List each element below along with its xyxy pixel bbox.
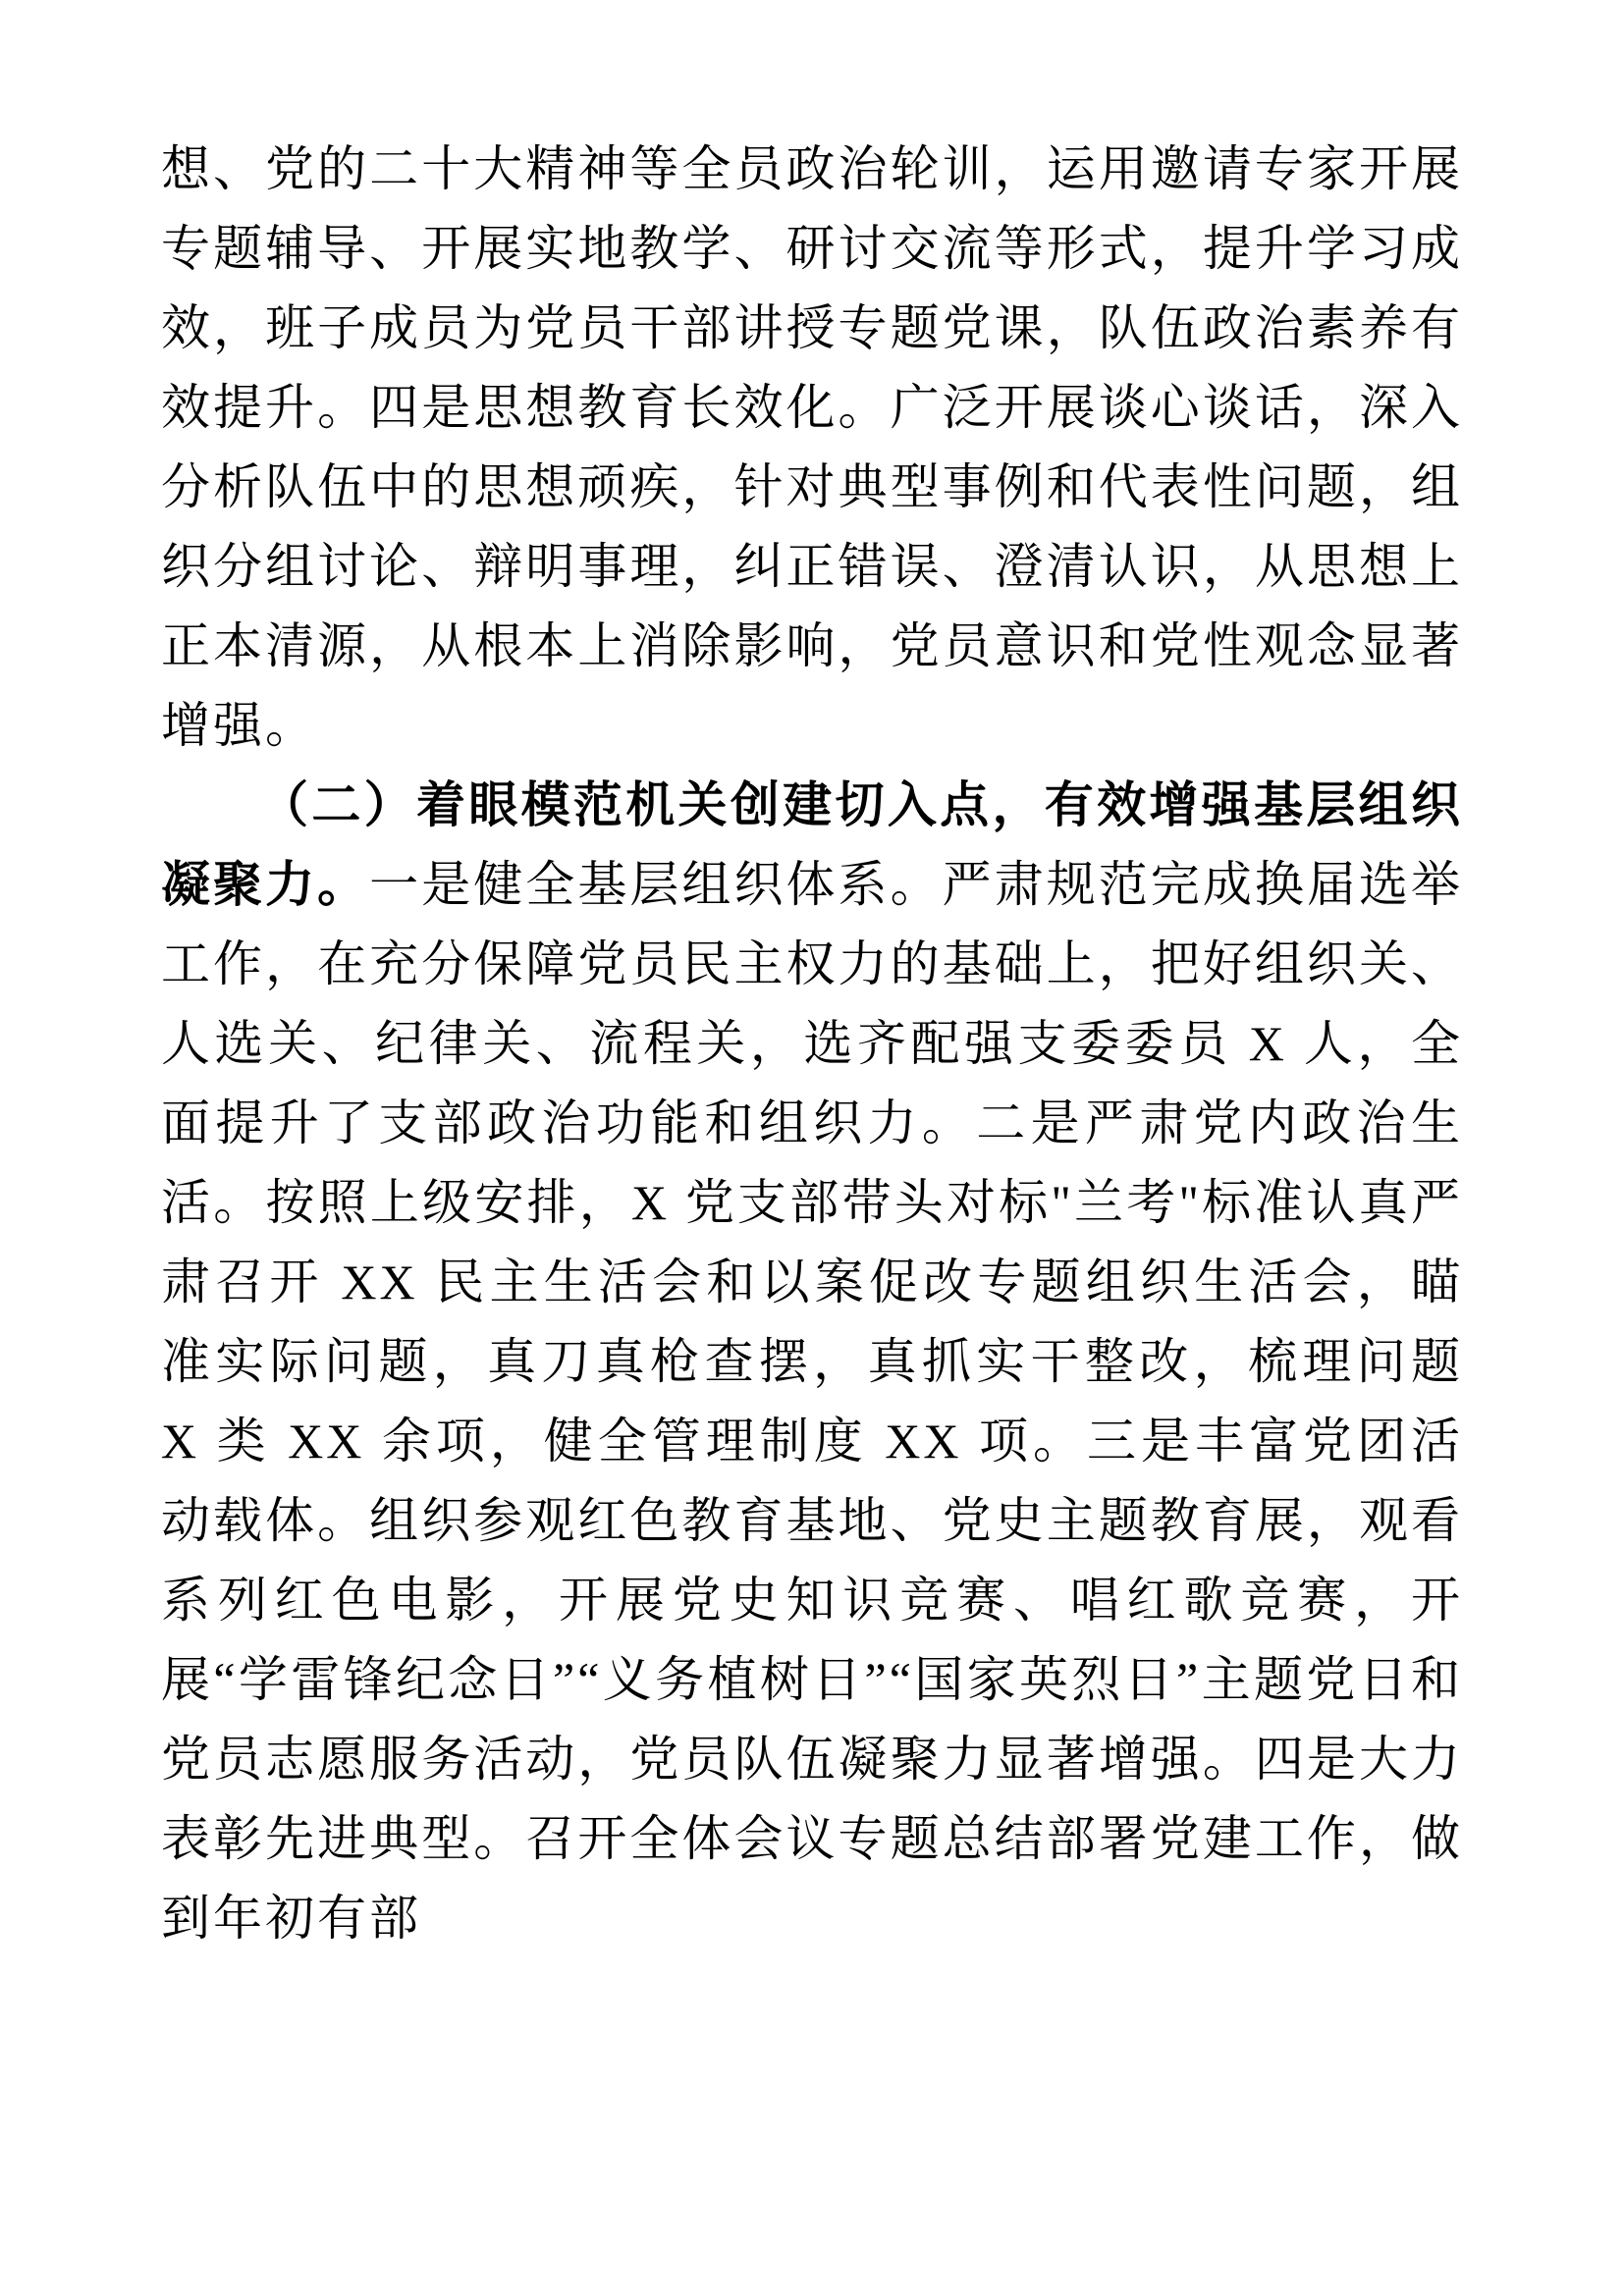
- section-2-body: 一是健全基层组织体系。严肃规范完成换届选举工作，在充分保障党员民主权力的基础上，把好组织关、人选关、纪律关、流程关，选齐配强支委委员 X 人，全面提升了支部政治功能和组织力。二是严肃党内政治生活。按照上级安排，X 党支部带头对标"兰考"标准认真严肃召开 XX 民主生活会和以案促改专题组织生活会，瞄准实际问题，真刀真枪查摆，真抓实干整改，梳理问题 X 类 XX 余项，健全管理制度 XX 项。三是丰富党团活动载体。组织参观红色教育基地、党史主题教育展，观看系列红色电影，开展党史知识竞赛、唱红歌竞赛，开展“学雷锋纪念日”“义务植树日”“国家英烈日”主题党日和党员志愿服务活动，党员队伍凝聚力显著增强。四是大力表彰先进典型。召开全体会议专题总结部署党建工作，做到年初有部: [161, 857, 1464, 1946]
- section-2-heading: （二）着眼模范机关创建切入点，有效增强基层组织凝聚力。: [161, 777, 1463, 912]
- paragraph-section-2: [161, 766, 1463, 1958]
- paragraph-continuation: 想、党的二十大精神等全员政治轮训，运用邀请专家开展专题辅导、开展实地教学、研讨交流等形式，提升学习成效，班子成员为党员干部讲授专题党课，队伍政治素养有效提升。四是思想教育长效化。广泛开展谈心谈话，深入分析队伍中的思想顽疾，针对典型事例和代表性问题，组织分组讨论、辩明事理，纠正错误、澄清认识，从思想上正本清源，从根本上消除影响，党员意识和党性观念显著增强。: [161, 141, 1463, 753]
